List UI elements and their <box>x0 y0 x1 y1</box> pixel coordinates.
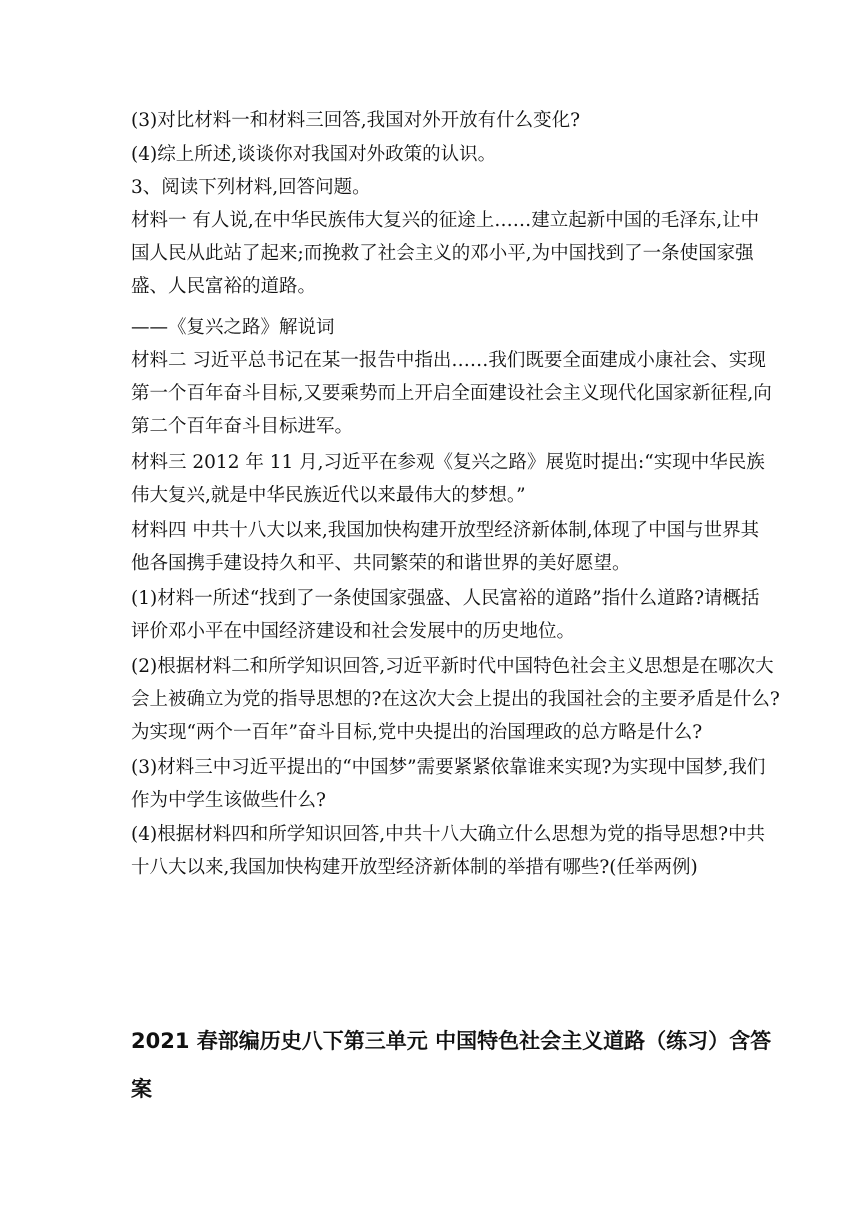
text-line: 材料三 2012 年 11 月,习近平在参观《复兴之路》展览时提出:“实现中华民族 <box>131 452 765 473</box>
text-line: 为实现“两个一百年”奋斗目标,党中央提出的治国理政的总方略是什么? <box>131 722 703 744</box>
answer-question-4 <box>131 818 766 884</box>
text-line: (1)材料一所述“找到了一条使国家强盛、人民富裕的道路”指什么道路?请概括 <box>131 588 760 609</box>
text-line: 会上被确立为党的指导思想的?在这次大会上提出的我国社会的主要矛盾是什么? <box>131 689 780 711</box>
text-line: (2)根据材料二和所学知识回答,习近平新时代中国特色社会主义思想是在哪次大 <box>131 656 774 677</box>
material-1 <box>131 204 761 304</box>
text-line: (3)对比材料一和材料三回答,我国对外开放有什么变化? <box>131 110 581 131</box>
text-line: (4)根据材料四和所学知识回答,中共十八大确立什么思想为党的指导思想?中共 <box>131 824 766 845</box>
text-line: 国人民从此站了起来;而挽救了社会主义的邓小平,为中国找到了一条使国家强 <box>131 243 754 265</box>
text-line: 评价邓小平在中国经济建设和社会发展中的历史地位。 <box>131 621 576 643</box>
question-3 <box>131 104 761 137</box>
section-heading <box>131 171 761 204</box>
material-3 <box>131 446 765 512</box>
material-1-source <box>131 311 761 344</box>
text-line: 材料一 有人说,在中华民族伟大复兴的征途上……建立起新中国的毛泽东,让中 <box>131 210 760 231</box>
document-title <box>131 1017 771 1113</box>
material-4 <box>131 514 761 580</box>
text-line: 第一个百年奋斗目标,又要乘势而上开启全面建设社会主义现代化国家新征程,向 <box>131 383 772 405</box>
text-line: 他各国携手建设持久和平、共同繁荣的和谐世界的美好愿望。 <box>131 553 631 575</box>
text-line: 第二个百年奋斗目标进军。 <box>131 416 354 438</box>
answer-question-2 <box>131 650 780 750</box>
text-line: 材料四 中共十八大以来,我国加快构建开放型经济新体制,体现了中国与世界其 <box>131 520 760 541</box>
text-line: 十八大以来,我国加快构建开放型经济新体制的举措有哪些?(任举两例) <box>131 857 698 879</box>
text-line: 盛、人民富裕的道路。 <box>131 276 317 298</box>
text-line: 伟大复兴,就是中华民族近代以来最伟大的梦想。” <box>131 485 526 507</box>
title-line: 案 <box>131 1077 152 1101</box>
text-line: 作为中学生该做些什么? <box>131 790 326 812</box>
material-2 <box>131 344 772 444</box>
text-line: (3)材料三中习近平提出的“中国梦”需要紧紧依靠谁来实现?为实现中国梦,我们 <box>131 757 766 778</box>
text-line: 材料二 习近平总书记在某一报告中指出……我们既要全面建成小康社会、实现 <box>131 350 766 371</box>
text-line: ——《复兴之路》解说词 <box>131 317 335 338</box>
question-4 <box>131 138 761 171</box>
text-line: 3、阅读下列材料,回答问题。 <box>131 177 371 198</box>
title-line: 2021 春部编历史八下第三单元 中国特色社会主义道路（练习）含答 <box>131 1029 772 1053</box>
answer-question-1 <box>131 582 761 648</box>
answer-question-3 <box>131 751 766 817</box>
text-line: (4)综上所述,谈谈你对我国对外政策的认识。 <box>131 144 497 165</box>
